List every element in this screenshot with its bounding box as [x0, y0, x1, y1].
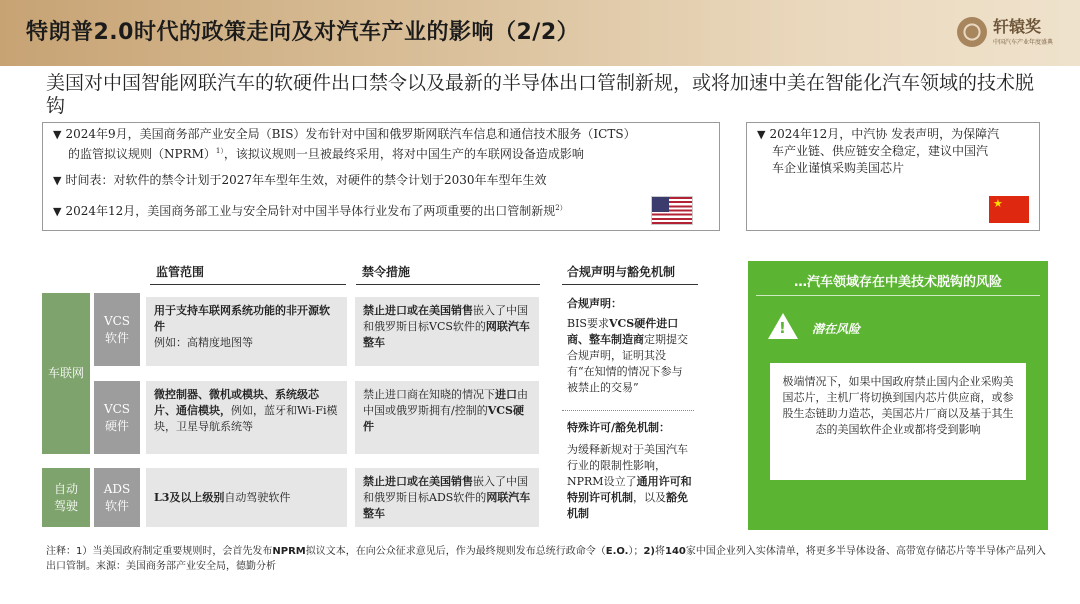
row1-scope: 用于支持车联网系统功能的非开源软件 例如：高精度地图等: [146, 297, 347, 366]
risk-divider: [756, 295, 1040, 296]
compliance-divider: [562, 410, 694, 411]
col-header-scope: 监管范围: [156, 265, 205, 279]
slide-subtitle: 美国对中国智能网联汽车的软硬件出口禁令以及最新的半导体出口管制新规，或将加速中美在智能化汽车领域的技术脱钩: [46, 72, 1035, 117]
triangle-down-icon: ▼: [757, 128, 766, 141]
us-bullet-3: ▼ 2024年12月，美国商务部工业与安全局针对中国半导体行业发布了两项重要的出口管制新规$^{2)}$: [53, 204, 567, 218]
risk-title: …汽车领域存在中美技术脱钩的风险: [793, 275, 1002, 290]
col-divider: [356, 284, 540, 285]
logo-emblem-icon: [957, 17, 987, 47]
row3-ban: 禁止进口或在美国销售嵌入了中国和俄罗斯目标ADS软件的网联汽车整车: [355, 468, 539, 527]
type-ads-software: ADS 软件: [94, 468, 140, 527]
us-policy-box: [42, 122, 720, 231]
group-connected-vehicle: 车联网: [42, 293, 90, 454]
logo-subtitle: 中国汽车产业年度盛典: [993, 39, 1054, 46]
col-header-ban: 禁令措施: [362, 265, 411, 279]
col-divider: [562, 284, 698, 285]
china-flag-icon: ★: [989, 196, 1029, 223]
exemption-title: 特殊许可/豁免机制：: [567, 421, 671, 434]
page-title: 特朗普2.0时代的政策走向及对汽车产业的影响（2/2）: [26, 20, 580, 45]
exemption-body: 为缓释新规对于美国汽车行业的限制性影响，NPRM设立了通用许可和特别许可机制，以及豁免机制: [567, 443, 692, 520]
footnote: 注释：1）当美国政府制定重要规则时，会首先发布NPRM拟议文本，在向公众征求意见后，作为最终规则发布总统行政命令（E.O.）；2)将140家中国企业列入实体清单，将更多半导体设备、高带宽存储芯片等半导体产品列入出口管制。来源：美国商务部产业安全局，德勤分析: [46, 546, 1046, 572]
compliance-statement-body: BIS要求VCS硬件进口商、整车制造商定期提交合规声明，证明其没有“在知情的情况下参与被禁止的交易”: [567, 317, 688, 394]
us-bullet-1: ▼ 2024年9月，美国商务部产业安全局（BIS）发布针对中国和俄罗斯网联汽车信息和通信技术服务（ICTS） 的监管拟议规则（NPRM）$^{1)}$，该拟议规则一旦被最终采用，将对中国生产的车联网设备造成影响: [53, 127, 636, 161]
cn-bullet-1: ▼ 2024年12月，中汽协 发表声明，为保障汽 车产业链、供应链安全稳定，建议中国汽 车企业谨慎采购美国芯片: [757, 127, 1000, 175]
triangle-down-icon: ▼: [53, 205, 62, 218]
triangle-down-icon: ▼: [53, 174, 62, 187]
risk-label: 潜在风险: [812, 322, 861, 336]
warning-icon-mark: !: [779, 319, 786, 337]
row3-scope: L3及以上级别自动驾驶软件: [146, 468, 347, 527]
col-divider: [150, 284, 346, 285]
row2-ban: 禁止进口商在知晓的情况下进口由中国或俄罗斯拥有/控制的VCS硬件: [355, 381, 539, 454]
us-flag-icon: [651, 196, 693, 225]
risk-panel: [748, 261, 1048, 530]
risk-description: 极端情况下，如果中国政府禁止国内企业采购美国芯片，主机厂将切换到国内芯片供应商，或参股生态链助力造芯，美国芯片厂商以及基于其生态的美国软件企业或都将受到影响: [770, 363, 1026, 480]
logo-name: 轩辕奖: [993, 17, 1042, 36]
group-autonomous-driving: 自动 驾驶: [42, 468, 90, 527]
row1-ban: 禁止进口或在美国销售嵌入了中国和俄罗斯目标VCS软件的网联汽车整车: [355, 297, 539, 366]
compliance-statement: 合规声明：: [567, 297, 622, 310]
type-vcs-hardware: VCS 硬件: [94, 381, 140, 454]
logo: [957, 16, 1067, 50]
col-header-compliance: 合规声明与豁免机制: [567, 265, 676, 279]
triangle-down-icon: ▼: [53, 128, 62, 141]
type-vcs-software: VCS 软件: [94, 293, 140, 366]
row2-scope: 微控制器、微机或模块、系统级芯片、通信模块，例如，蓝牙和Wi-Fi模块，卫星导航系统等: [146, 381, 347, 454]
header-bar: [0, 0, 1080, 66]
us-bullet-2: ▼ 时间表：对软件的禁令计划于2027年车型年生效，对硬件的禁令计划于2030年车型年生效: [53, 173, 547, 187]
cn-policy-box: [746, 122, 1040, 231]
